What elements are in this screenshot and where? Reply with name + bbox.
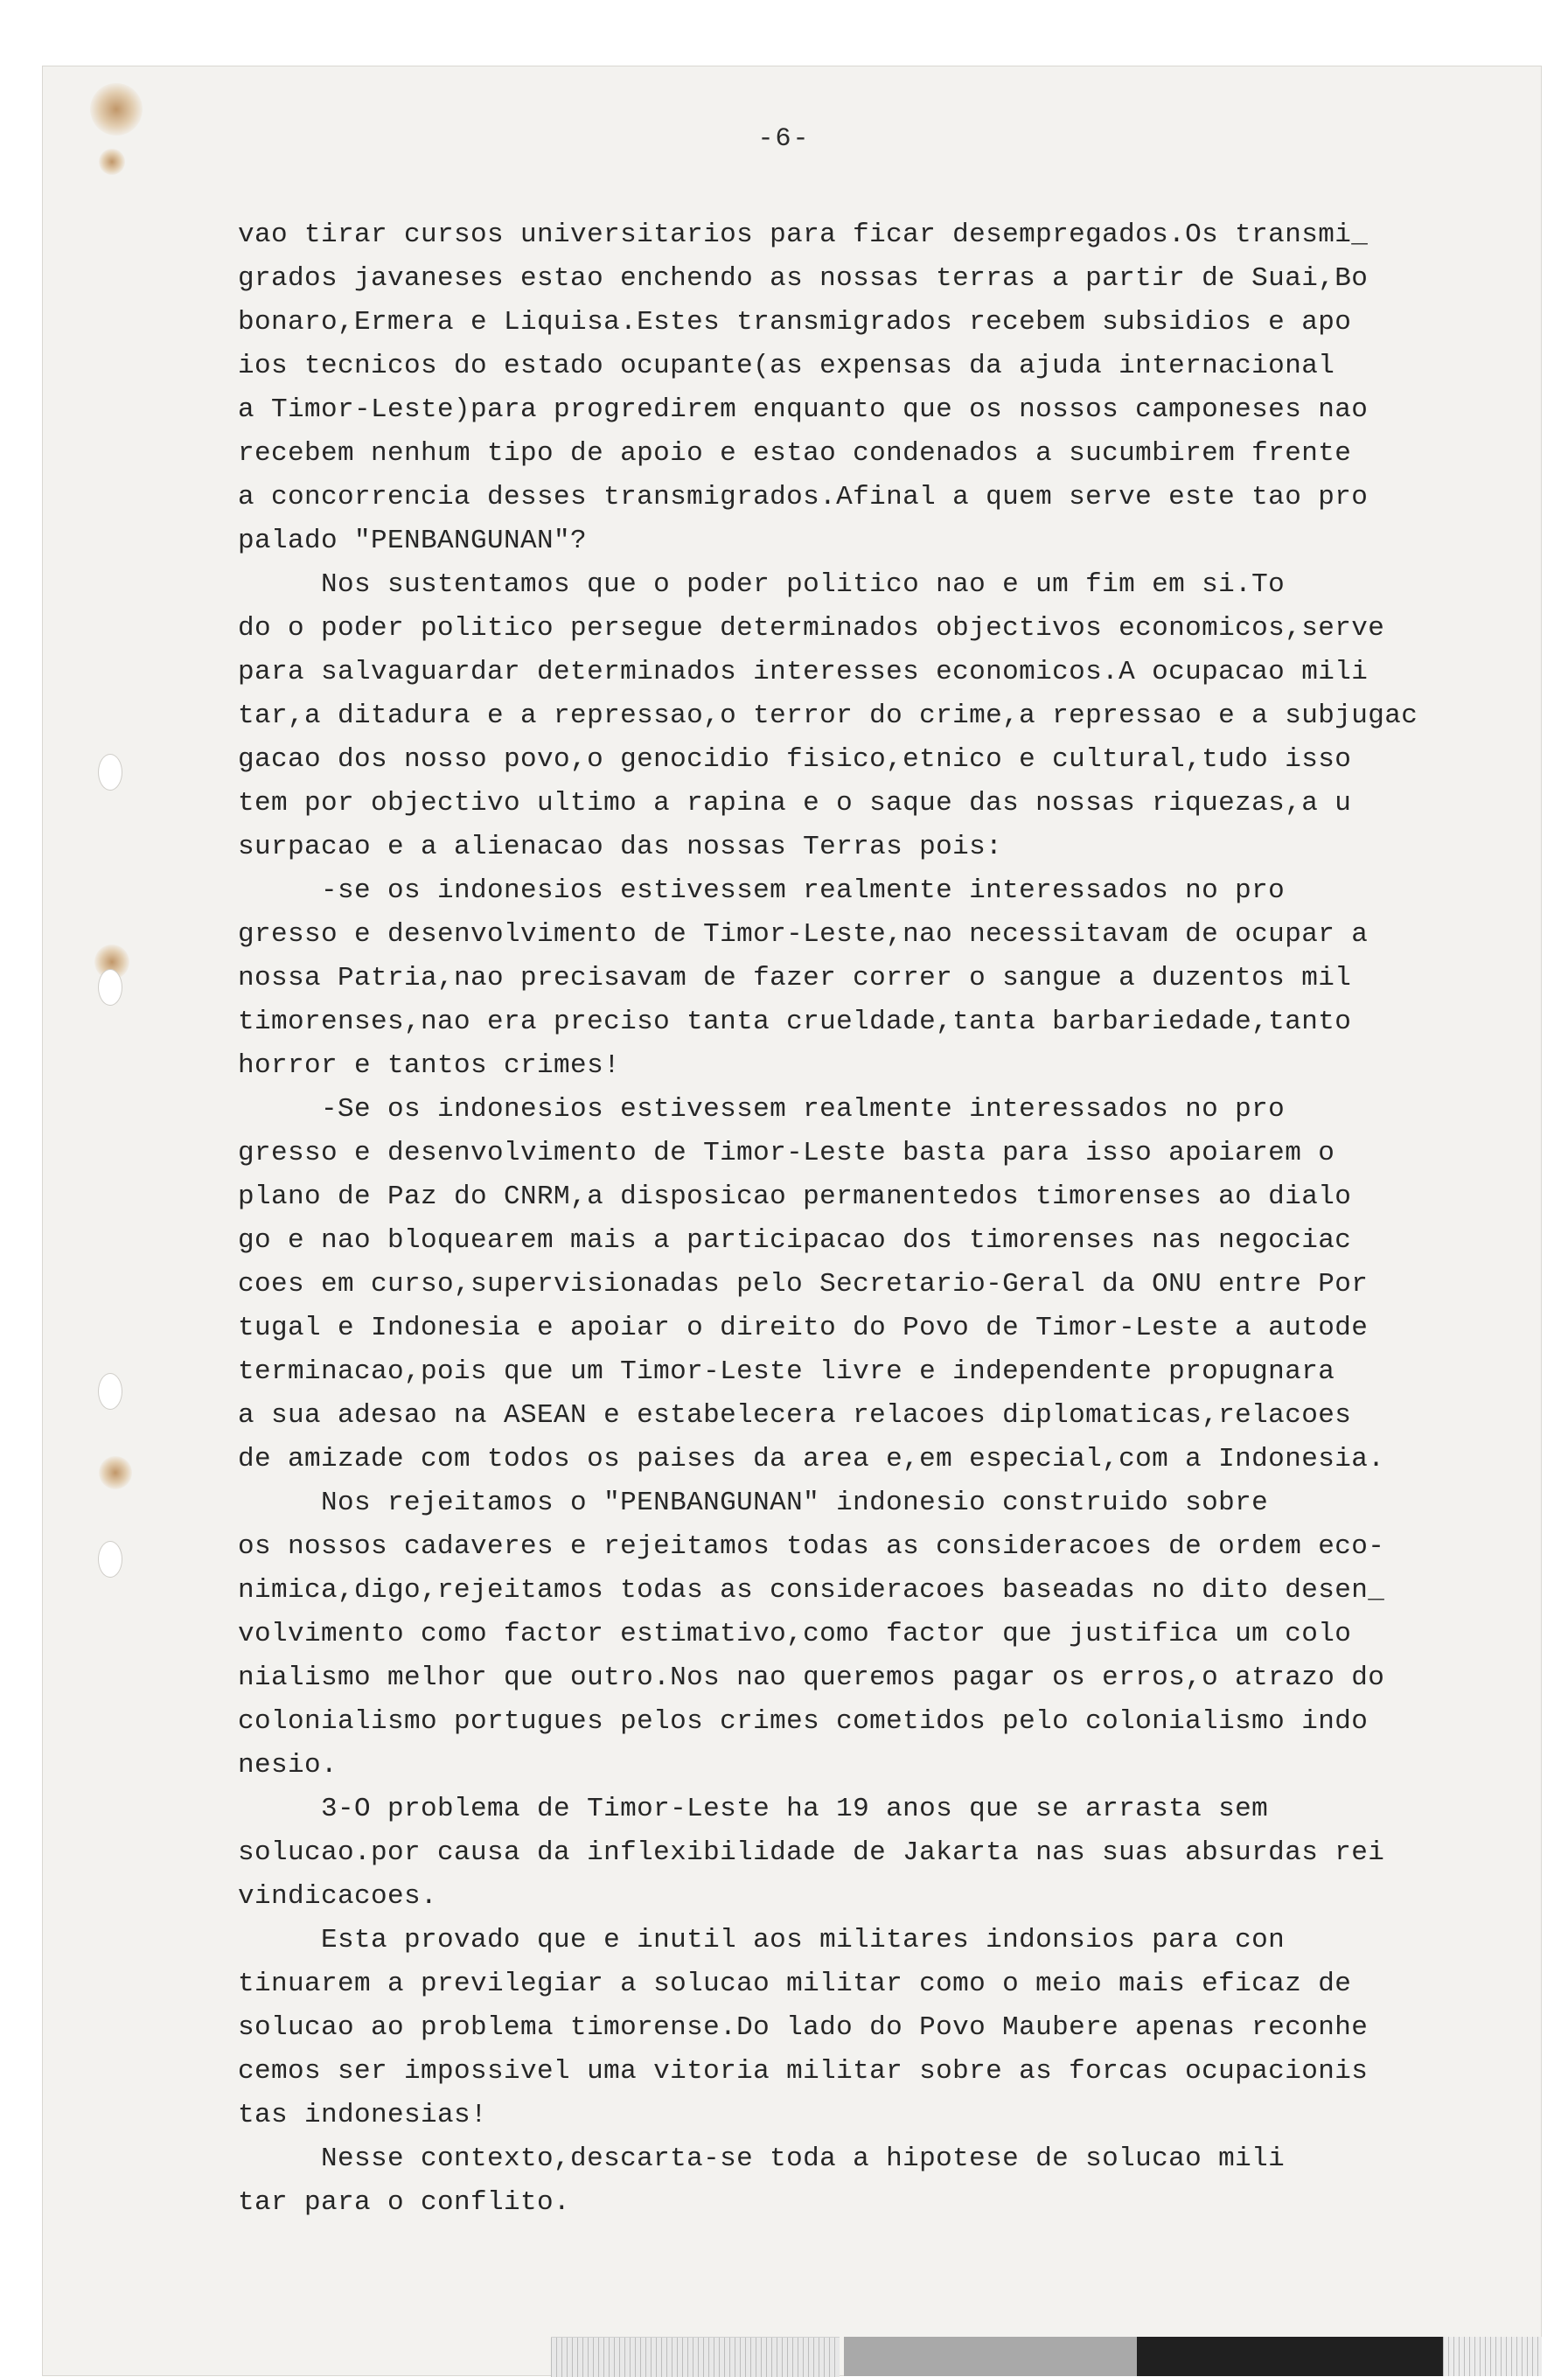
text-line: 3-O problema de Timor-Leste ha 19 anos que se arrasta sem — [238, 1794, 1269, 1824]
text-line: os nossos cadaveres e rejeitamos todas as consideracoes de ordem eco- — [238, 1531, 1385, 1562]
text-line: gresso e desenvolvimento de Timor-Leste basta para isso apoiarem o — [238, 1138, 1335, 1168]
text-line: palado "PENBANGUNAN"? — [238, 526, 588, 556]
text-line: -Se os indonesios estivessem realmente interessados no pro — [238, 1094, 1286, 1125]
text-line: a concorrencia desses transmigrados.Afinal a quem serve este tao pro — [238, 482, 1369, 512]
punch-hole — [98, 754, 122, 791]
black-calibration-bar — [1137, 2337, 1443, 2376]
text-line: gresso e desenvolvimento de Timor-Leste,nao necessitavam de ocupar a — [238, 919, 1369, 950]
punch-hole — [98, 969, 122, 1006]
text-line: Nos sustentamos que o poder politico nao e um fim em si.To — [238, 569, 1286, 600]
text-line: solucao ao problema timorense.Do lado do Povo Maubere apenas reconhe — [238, 2012, 1369, 2043]
text-line: terminacao,pois que um Timor-Leste livre e independente propugnara — [238, 1356, 1335, 1387]
text-line: volvimento como factor estimativo,como factor que justifica um colo — [238, 1619, 1352, 1649]
text-line: go e nao bloquearem mais a participacao dos timorenses nas negociac — [238, 1225, 1352, 1256]
text-line: vao tirar cursos universitarios para ficar desempregados.Os transmi_ — [238, 220, 1369, 250]
text-line: Esta provado que e inutil aos militares indonsios para con — [238, 1925, 1286, 1955]
text-line: do o poder politico persegue determinados objectivos economicos,serve — [238, 613, 1385, 644]
text-line: tas indonesias! — [238, 2100, 488, 2130]
rust-stain — [99, 1456, 132, 1489]
text-line: Nesse contexto,descarta-se toda a hipotese de solucao mili — [238, 2143, 1286, 2174]
text-line: a Timor-Leste)para progredirem enquanto que os nossos camponeses nao — [238, 394, 1369, 425]
scan-ruler-end — [1443, 2337, 1542, 2376]
text-line: plano de Paz do CNRM,a disposicao permanentedos timorenses ao dialo — [238, 1182, 1352, 1212]
text-line: tugal e Indonesia e apoiar o direito do Povo de Timor-Leste a autode — [238, 1313, 1369, 1343]
text-line: vindicacoes. — [238, 1881, 438, 1912]
text-line: bonaro,Ermera e Liquisa.Estes transmigrados recebem subsidios e apo — [238, 307, 1352, 338]
grey-calibration-bar — [844, 2337, 1137, 2376]
text-line: Nos rejeitamos o "PENBANGUNAN" indonesio construido sobre — [238, 1488, 1269, 1518]
punch-hole — [98, 1373, 122, 1410]
text-line: coes em curso,supervisionadas pelo Secretario-Geral da ONU entre Por — [238, 1269, 1369, 1300]
page-number: -6- — [757, 124, 811, 154]
text-line: ios tecnicos do estado ocupante(as expensas da ajuda internacional — [238, 351, 1335, 381]
text-line: tinuarem a previlegiar a solucao militar como o meio mais eficaz de — [238, 1969, 1352, 1999]
punch-hole — [98, 1541, 122, 1578]
text-line: nossa Patria,nao precisavam de fazer correr o sangue a duzentos mil — [238, 963, 1352, 993]
text-line: -se os indonesios estivessem realmente interessados no pro — [238, 875, 1286, 906]
text-line: de amizade com todos os paises da area e,em especial,com a Indonesia. — [238, 1444, 1385, 1474]
text-line: nesio. — [238, 1750, 338, 1781]
text-line: timorenses,nao era preciso tanta crueldade,tanta barbariedade,tanto — [238, 1007, 1352, 1037]
text-line: surpacao e a alienacao das nossas Terras pois: — [238, 832, 1003, 862]
text-line: colonialismo portugues pelos crimes cometidos pelo colonialismo indo — [238, 1706, 1369, 1737]
text-line: para salvaguardar determinados interesses economicos.A ocupacao mili — [238, 657, 1369, 687]
text-line: tar para o conflito. — [238, 2187, 571, 2218]
text-line: cemos ser impossivel uma vitoria militar sobre as forcas ocupacionis — [238, 2056, 1369, 2087]
text-line: horror e tantos crimes! — [238, 1050, 621, 1081]
text-line: nimica,digo,rejeitamos todas as consideracoes baseadas no dito desen_ — [238, 1575, 1385, 1606]
typewritten-text — [238, 213, 1497, 2225]
text-line: gacao dos nosso povo,o genocidio fisico,etnico e cultural,tudo isso — [238, 744, 1352, 775]
text-line: tar,a ditadura e a repressao,o terror do crime,a repressao e a subjugac — [238, 701, 1418, 731]
scan-ruler — [551, 2337, 840, 2377]
text-line: nialismo melhor que outro.Nos nao queremos pagar os erros,o atrazo do — [238, 1663, 1385, 1693]
text-line: recebem nenhum tipo de apoio e estao condenados a sucumbirem frente — [238, 438, 1352, 469]
text-line: tem por objectivo ultimo a rapina e o saque das nossas riquezas,a u — [238, 788, 1352, 819]
text-line: grados javaneses estao enchendo as nossas terras a partir de Suai,Bo — [238, 263, 1369, 294]
text-line: a sua adesao na ASEAN e estabelecera relacoes diplomaticas,relacoes — [238, 1400, 1352, 1431]
text-line: solucao.por causa da inflexibilidade de Jakarta nas suas absurdas rei — [238, 1837, 1385, 1868]
